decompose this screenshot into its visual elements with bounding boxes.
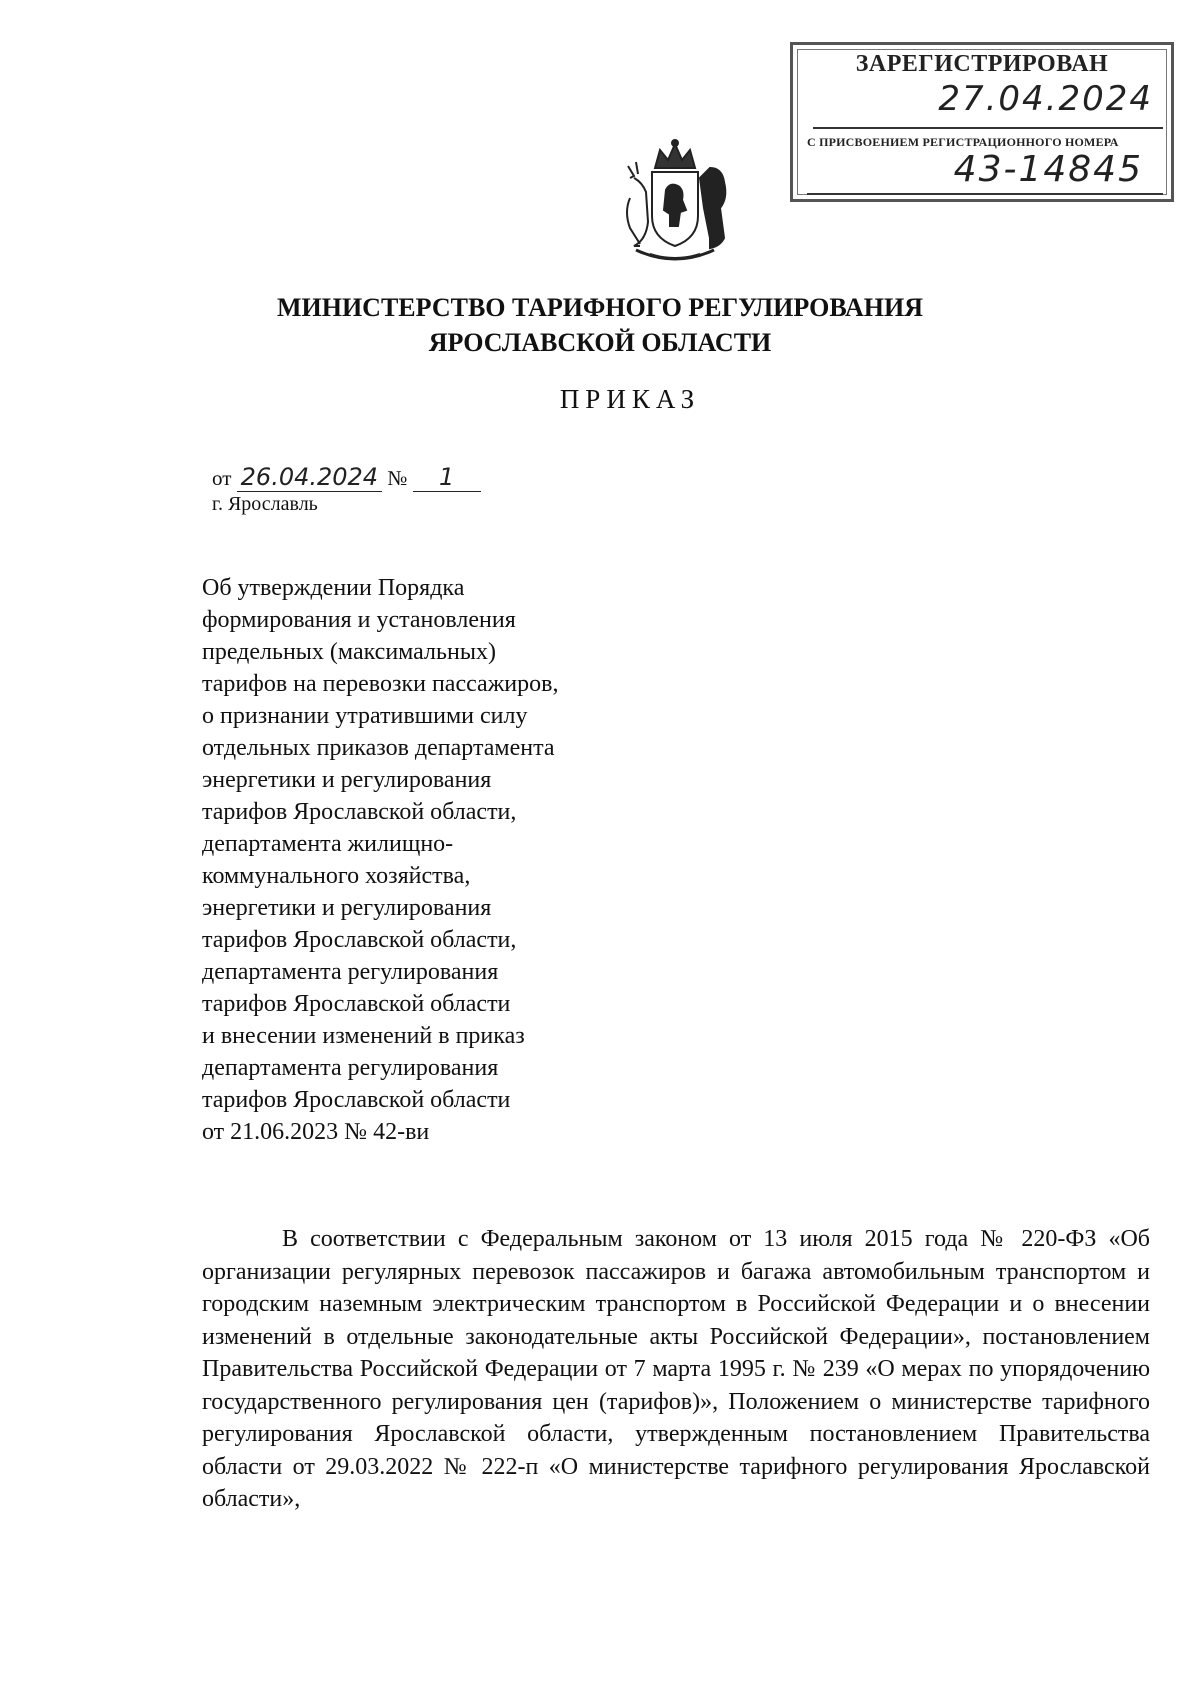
order-dateline [212,463,481,492]
ministry-name-line1: МИНИСТЕРСТВО ТАРИФНОГО РЕГУЛИРОВАНИЯ [276,293,924,322]
coat-of-arms-icon [610,138,740,266]
number-label: № [387,466,408,490]
stamp-divider [813,127,1163,129]
subject-line: от 21.06.2023 № 42-ви [202,1119,430,1145]
document-type: ПРИКАЗ [559,384,701,414]
subject-line: тарифов Ярославской области [202,991,511,1017]
subject-line: формирования и установления [202,607,516,633]
order-subject [202,572,632,1148]
subject-line: предельных (максимальных) [202,639,496,665]
registration-stamp [790,42,1174,202]
order-number: 1 [413,463,481,492]
subject-line: тарифов Ярославской области, [202,927,517,953]
subject-line: тарифов Ярославской области [202,1087,511,1113]
subject-line: департамента регулирования [202,1055,499,1081]
order-city: г. Ярославль [212,493,318,515]
subject-line: коммунального хозяйства, [202,863,471,889]
ministry-name-line2: ЯРОСЛАВСКОЙ ОБЛАСТИ [428,328,772,357]
subject-line: тарифов Ярославской области, [202,799,517,825]
stamp-registration-number: 43-14845 [953,149,1143,190]
order-date: 26.04.2024 [237,463,382,492]
subject-line: и внесении изменений в приказ [202,1023,525,1049]
subject-line: энергетики и регулирования [202,895,492,921]
subject-line: о признании утратившими силу [202,703,528,729]
subject-line: тарифов на перевозки пассажиров, [202,671,559,697]
from-label: от [212,466,232,490]
subject-line: департамента жилищно- [202,831,454,857]
ministry-name [200,290,1000,360]
subject-line: отдельных приказов департамента [202,735,555,761]
order-body [202,1223,1150,1516]
subject-line: энергетики и регулирования [202,767,492,793]
stamp-date: 27.04.2024 [938,79,1153,119]
subject-line: департамента регулирования [202,959,499,985]
stamp-title: ЗАРЕГИСТРИРОВАН [855,51,1109,77]
stamp-caption: С ПРИСВОЕНИЕМ РЕГИСТРАЦИОННОГО НОМЕРА [807,135,1119,149]
stamp-underline [807,193,1163,195]
subject-line: Об утверждении Порядка [202,575,465,601]
body-paragraph: В соответствии с Федеральным законом от 13 июля 2015 года № 220-ФЗ «Об организации регулярных перевозок пассажиров и багажа автомобильным транспортом и городским наземным электрическим транспортом в Российской Федерации и о внесении изменений в отдельные законодательные акты Российской Федерации», постановлением Правительства Российской Федерации от 7 марта 1995 г. № 239 «О мерах по упорядочению государственного регулирования цен (тарифов)», Положением о министерстве тарифного регулирования Ярославской области, утвержденным постановлением Правительства области от 29.03.2022 № 222-п «О министерстве тарифного регулирования Ярославской области», [202,1226,1150,1512]
